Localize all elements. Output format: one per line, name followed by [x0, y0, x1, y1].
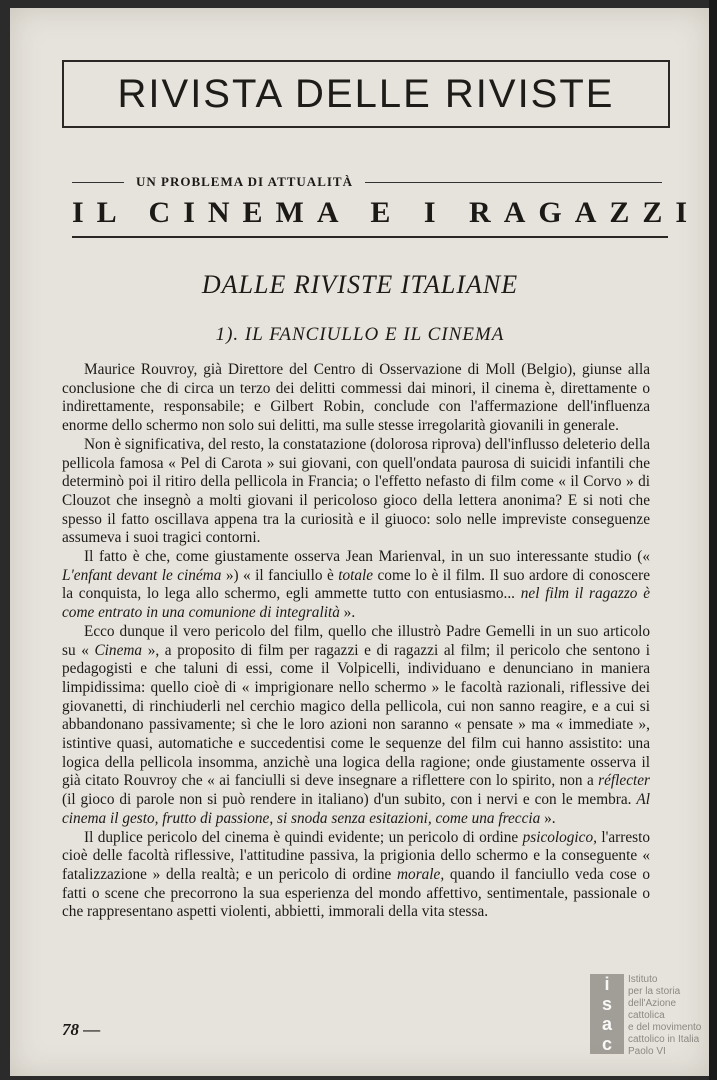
kicker-row — [72, 172, 662, 192]
masthead-title: RIVISTA DELLE RIVISTE — [62, 60, 670, 128]
italic-text: nel film il ragazzo è come entrato in una comunione di integralità — [62, 585, 650, 622]
watermark-line: Istituto — [628, 974, 658, 985]
paragraph-text: Non è significativa, del resto, la constatazione (dolorosa riprova) dell'influsso deleterio della pellicola famosa « Pel di Carota » sui giovani, con quell'ondata paurosa di suicidi infantili che determinò poi il ritiro della pellicola in Francia; o l'effetto nefasto di film come « il Corvo » di Clouzot che insegnò a molti giovani il pericoloso gioco della lettera anonima? E si noti che spesso il fatto oscillava appena tra la curiosità e il giuoco: solo nelle impreviste conseguenze assumeva i suoi tragici contorni. — [62, 435, 650, 547]
italic-text: L'enfant devant le cinéma — [62, 566, 222, 584]
watermark-line: cattolico in Italia — [628, 1034, 700, 1045]
paragraph — [62, 436, 650, 548]
italic-text: réflecter — [598, 772, 650, 790]
italic-text: Al cinema il gesto, frutto di passione, si snoda senza esitazioni, come una freccia — [62, 791, 650, 827]
paragraph — [62, 623, 650, 829]
scan-edge — [709, 0, 717, 1080]
watermark-letter: c — [601, 1034, 612, 1054]
sub-heading: 1). IL FANCIULLO E IL CINEMA — [215, 324, 505, 345]
watermark-line: e del movimento — [628, 1022, 702, 1033]
article-body — [62, 361, 650, 922]
italic-text: morale, — [397, 865, 445, 883]
paragraph-text: Il duplice pericolo del cinema è quindi evidente; un pericolo di ordine — [84, 828, 523, 846]
paragraph — [62, 829, 650, 923]
paragraph-text: (il gioco di parole non si può rendere in italiano) d'un subito, con i nervi e con le membra. — [62, 791, 637, 809]
italic-text: psicologico, — [522, 828, 597, 846]
kicker-rule-left — [72, 182, 124, 183]
paragraph-text: quando il fanciullo veda cose o fatti o scene che precorrono la sua esperienza del mondo affettivo, sentimentale, passionale o che rappresentano aspetti violenti, abbietti, immorali della vita stessa. — [62, 865, 650, 921]
italic-text: totale — [338, 566, 374, 584]
title-rule — [72, 236, 668, 238]
paragraph-text: Il fatto è che, come giustamente osserva Jean Marienval, in un suo interessante studio (« — [84, 548, 650, 566]
paragraph-text: ») « il fanciullo è — [221, 566, 339, 584]
paragraph-text: l'arresto cioè delle facoltà riflessive, l'attitudine passiva, la prigionia dello schermo e la conseguente « fatalizzazione » della realtà; e un pericolo di ordine — [62, 828, 650, 883]
paragraph-text: Ecco dunque il vero pericolo del film, quello che illustrò Padre Gemelli in un suo articolo su « — [62, 622, 650, 659]
article-title: IL CINEMA E I RAGAZZI — [72, 196, 701, 229]
paragraph — [62, 548, 650, 623]
watermark-line: per la storia — [628, 986, 681, 997]
kicker-text: UN PROBLEMA DI ATTUALITÀ — [136, 174, 353, 189]
document-page — [10, 8, 710, 1076]
archive-watermark — [590, 970, 708, 1060]
kicker-rule-right — [365, 182, 662, 183]
watermark-text — [628, 974, 710, 1058]
paragraph-text: ». — [540, 809, 556, 827]
watermark-letter: s — [601, 994, 612, 1014]
paragraph-text: come lo è il film. Il suo ardore di conoscere la conquista, lo lega allo schermo, egli ammette tutto con entusiasmo... — [62, 566, 650, 603]
watermark-letter: i — [604, 974, 610, 994]
watermark-line: Paolo VI — [628, 1046, 666, 1057]
watermark-letter: a — [601, 1014, 612, 1034]
italic-text: Cinema — [94, 641, 143, 659]
section-heading: DALLE RIVISTE ITALIANE — [201, 270, 519, 299]
paragraph-text: Maurice Rouvroy, già Direttore del Centro di Osservazione di Moll (Belgio), giunse alla conclusione che di circa un terzo dei delitti commessi dai minori, il cinema è, direttamente o indirettamente, responsabile; e Gilbert Robin, conclude con l'affermazione dell'influenza enorme dello schermo non solo sui delitti, ma sulle stesse irregolarità giovanili in generale. — [62, 361, 650, 435]
paragraph-text: ». — [339, 604, 356, 622]
watermark-line: dell'Azione cattolica — [628, 998, 677, 1021]
watermark-logo — [590, 974, 624, 1054]
page-number: 78 — — [62, 1020, 101, 1039]
paragraph — [62, 361, 650, 436]
paragraph-text: », a proposito di film per ragazzi e di ragazzi al film; il pericolo che sentono i pedagogisti e che taluni di essi, come il Volpicelli, individuano e denunciano in maniera limpidissima: quello cioè di « imprigionare nello schermo » le facoltà razionali, riflessive dei giovanetti, di rinchiuderli nel cerchio magico della pellicola, cui non sanno reagire, e a cui si abbandonano passivamente; sì che le loro azioni non saranno « pensate » ma « immediate », istintive quasi, automatiche e succedentisi come le sequenze del film cui hanno assistito: una logica della pellicola insomma, anzichè una logica della ragione; onde giustamente osserva il già citato Rouvroy che « ai fanciulli si deve insegnare a riflettere con lo spirito, non a — [62, 641, 650, 790]
